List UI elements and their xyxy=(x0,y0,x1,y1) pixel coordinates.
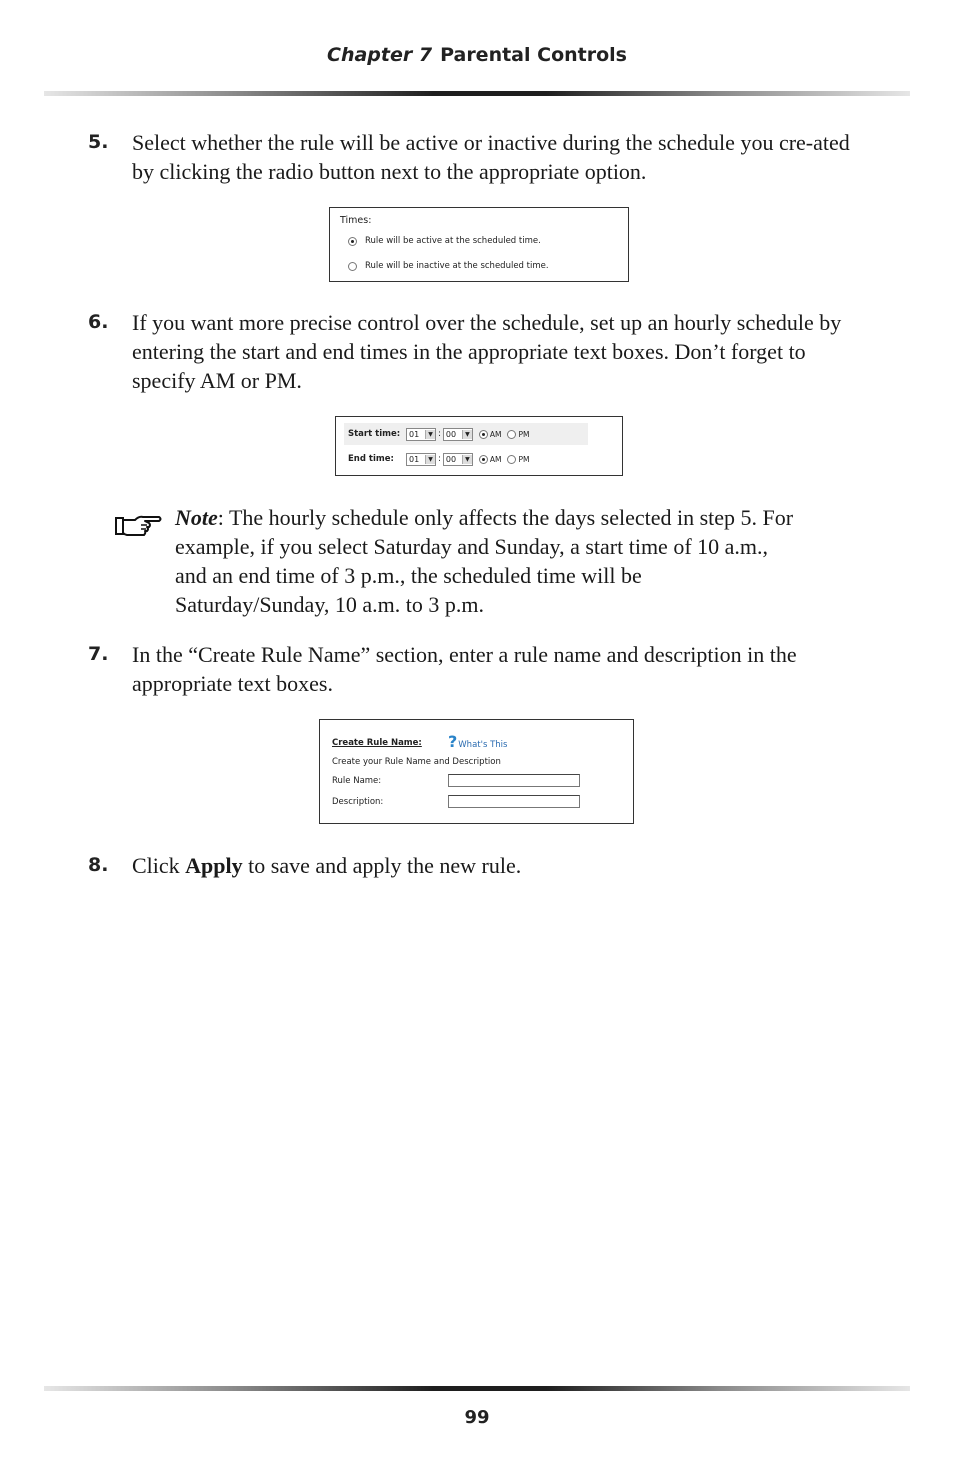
radio-active-icon[interactable] xyxy=(348,237,357,246)
chevron-down-icon: ▼ xyxy=(425,430,435,439)
end-pm-option[interactable]: PM xyxy=(507,455,529,464)
note-text: : The hourly schedule only affects the days selected in step 5. For example, if you select Saturday and Sunday, a start time of 10 a.m., and an end time of 3 p.m., the scheduled time will be Saturday/Sunday, 10 a.m. to 3 p.m. xyxy=(175,505,794,617)
chapter-title: Parental Controls xyxy=(440,44,627,66)
note-label: Note xyxy=(175,505,218,530)
note-paragraph xyxy=(175,503,795,619)
step-text: Click Apply to save and apply the new rule. xyxy=(132,853,522,878)
description-input[interactable] xyxy=(448,795,580,808)
step-number: 6. xyxy=(88,311,109,333)
pointing-hand-icon xyxy=(113,508,165,538)
end-time-label: End time: xyxy=(348,454,394,464)
rule-panel-title: Create Rule Name: xyxy=(332,738,422,748)
step-number: 8. xyxy=(88,854,109,876)
chevron-down-icon: ▼ xyxy=(462,455,472,464)
whats-this-label[interactable]: What's This xyxy=(458,740,508,750)
end-time-row: End time: 01 ▼ : 00 ▼ AM PM xyxy=(344,448,588,470)
radio-am-icon[interactable] xyxy=(479,430,488,439)
start-pm-option[interactable]: PM xyxy=(507,430,529,439)
start-am-option[interactable]: AM xyxy=(479,430,502,439)
rule-name-panel-screenshot xyxy=(319,719,634,824)
step-number: 7. xyxy=(88,643,109,665)
radio-inactive-icon[interactable] xyxy=(348,262,357,271)
start-hour-select[interactable]: 01 ▼ xyxy=(406,428,436,441)
radio-pm-icon[interactable] xyxy=(507,455,516,464)
chapter-number: Chapter 7 xyxy=(327,44,433,66)
description-label: Description: xyxy=(332,797,384,807)
question-icon[interactable]: ? xyxy=(448,732,458,751)
rule-name-input[interactable] xyxy=(448,774,580,787)
option-active[interactable] xyxy=(348,236,541,246)
step-text: If you want more precise control over the schedule, set up an hourly schedule by entering the start and end times in the appropriate text boxes. Don’t forget to specify AM or PM. xyxy=(132,310,842,393)
chevron-down-icon: ▼ xyxy=(425,455,435,464)
end-am-option[interactable]: AM xyxy=(479,455,502,464)
step-text: Select whether the rule will be active or inactive during the schedule you cre-ated by clicking the radio button next to the appropriate option. xyxy=(132,130,850,184)
page-number: 99 xyxy=(464,1407,490,1428)
radio-pm-icon[interactable] xyxy=(507,430,516,439)
rule-panel-description: Create your Rule Name and Description xyxy=(332,757,501,767)
times-label: Times: xyxy=(340,215,372,226)
end-min-select[interactable]: 00 ▼ xyxy=(443,453,473,466)
header-divider xyxy=(44,91,910,96)
radio-am-icon[interactable] xyxy=(479,455,488,464)
rule-name-label: Rule Name: xyxy=(332,776,382,786)
page-header xyxy=(0,44,954,66)
start-min-select[interactable]: 00 ▼ xyxy=(443,428,473,441)
whats-this-link[interactable] xyxy=(448,734,507,750)
chevron-down-icon: ▼ xyxy=(462,430,472,439)
start-time-row: Start time: 01 ▼ : 00 ▼ AM PM xyxy=(344,423,588,445)
hours-panel-screenshot xyxy=(335,416,623,476)
step-text: In the “Create Rule Name” section, enter a rule name and description in the appropriate text boxes. xyxy=(132,642,797,696)
option-active-label: Rule will be active at the scheduled time. xyxy=(365,236,541,246)
end-hour-select[interactable]: 01 ▼ xyxy=(406,453,436,466)
start-time-label: Start time: xyxy=(348,429,401,439)
apply-keyword: Apply xyxy=(185,853,243,878)
step-number: 5. xyxy=(88,131,109,153)
option-inactive-label: Rule will be inactive at the scheduled time. xyxy=(365,261,549,271)
option-inactive[interactable] xyxy=(348,261,549,271)
times-panel-screenshot xyxy=(329,207,629,282)
footer-divider xyxy=(44,1386,910,1391)
